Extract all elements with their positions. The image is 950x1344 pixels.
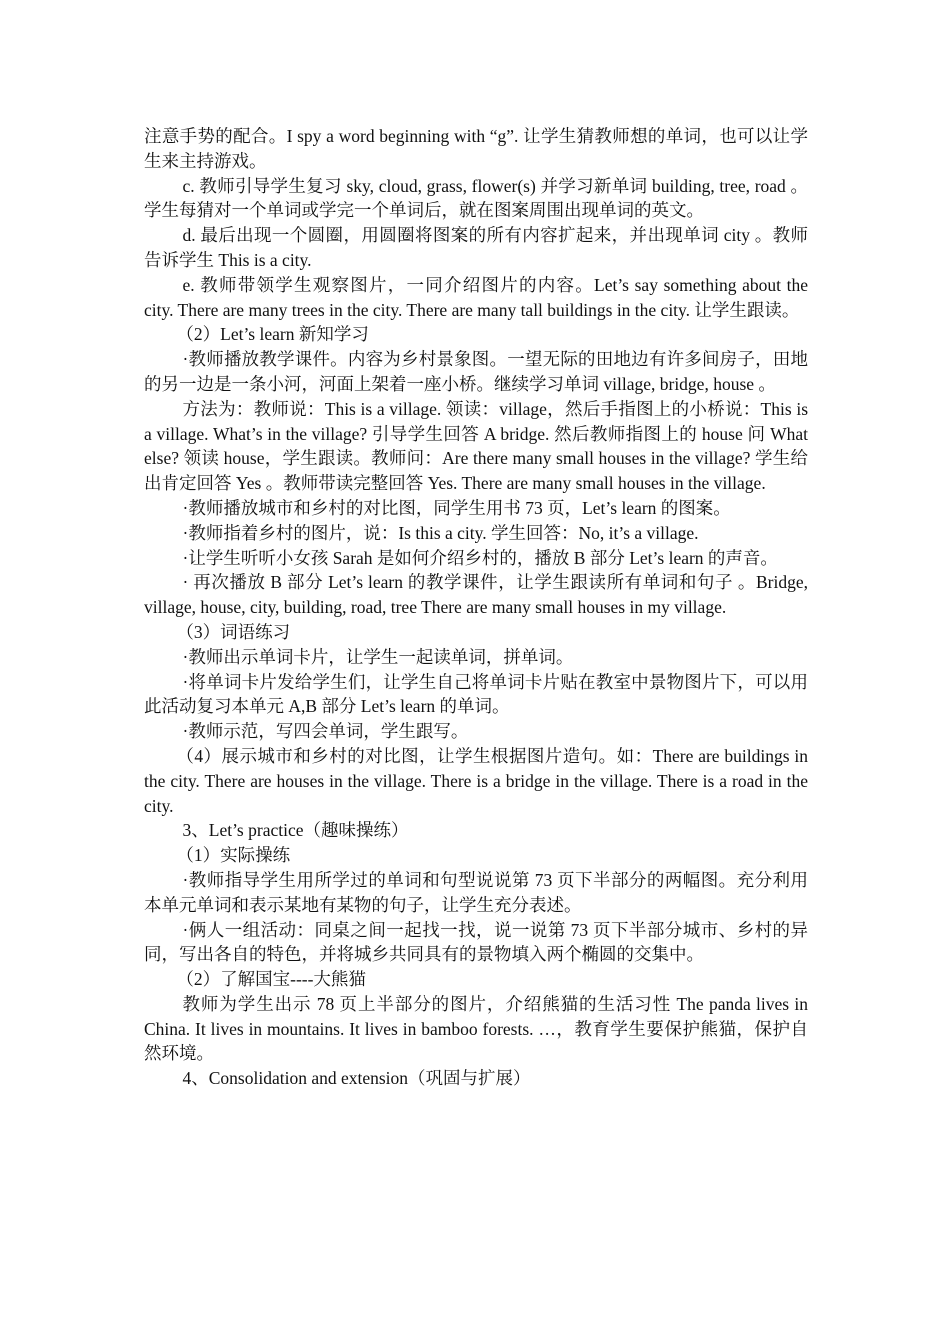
paragraph-7: 方法为：教师说：This is a village. 领读：village，然后手指图上的小桥说：This is a village. What’s in the village? 引导学生回答 A bridge. 然后教师指图上的 house 问 What else? 领读 house，学生跟读。教师问：Are there many small houses in the village? 学生给出肯定回答 Yes 。教师带读完整回答 Yes. There are many small houses in the village. [144, 398, 808, 494]
paragraph-9: ·教师指着乡村的图片，说：Is this a city. 学生回答：No, it’s a village. [182, 522, 699, 543]
paragraph-10: ·让学生听听小女孩 Sarah 是如何介绍乡村的，播放 B 部分 Let’s learn 的声音。 [182, 547, 778, 568]
paragraph-8: ·教师播放城市和乡村的对比图，同学生用书 73 页，Let’s learn 的图案。 [182, 497, 731, 518]
paragraph-6: ·教师播放教学课件。内容为乡村景象图。一望无际的田地边有许多间房子，田地的另一边是一条小河，河面上架着一座小桥。继续学习单词 village, bridge, house 。 [144, 349, 808, 394]
section-heading-panda: （2）了解国宝----大熊猫 [176, 969, 366, 990]
section-heading-lets-learn: （2）Let’s learn 新知学习 [176, 324, 369, 345]
paragraph-4: e. 教师带领学生观察图片，一同介绍图片的内容。Let’s say something about the city. There are many trees in the city. There are many tall buildings in the city. 让学生跟读。 [144, 274, 808, 320]
section-heading-practice: （1）实际操练 [176, 845, 291, 866]
section-heading-lets-practice: 3、Let’s practice（趣味操练） [182, 820, 409, 841]
paragraph-22: 教师为学生出示 78 页上半部分的图片，介绍熊猫的生活习性 The panda lives in China. It lives in mountains. It lives in bamboo forests. …，教育学生要保护熊猫，保护自然环境。 [144, 993, 808, 1064]
paragraph-1: 注意手势的配合。I spy a word beginning with “g”. 让学生猜教师想的单词，也可以让学生来主持游戏。 [144, 126, 808, 171]
document-body [144, 124, 808, 1091]
paragraph-14: ·将单词卡片发给学生们，让学生自己将单词卡片贴在教室中景物图片下，可以用此活动复习本单元 A,B 部分 Let’s learn 的单词。 [144, 671, 808, 717]
paragraph-2: c. 教师引导学生复习 sky, cloud, grass, flower(s) 并学习新单词 building, tree, road 。学生每猜对一个单词或学完一个单词后，就在图案周围出现单词的英文。 [144, 175, 808, 221]
paragraph-19: ·教师指导学生用所学过的单词和句型说说第 73 页下半部分的两幅图。充分利用本单元单词和表示某地有某物的句子，让学生充分表述。 [144, 869, 808, 915]
paragraph-20: ·俩人一组活动：同桌之间一起找一找，说一说第 73 页下半部分城市、乡村的异同，写出各自的特色，并将城乡共同具有的景物填入两个椭圆的交集中。 [144, 919, 808, 965]
paragraph-13: ·教师出示单词卡片，让学生一起读单词，拼单词。 [182, 646, 574, 667]
section-heading-consolidation: 4、Consolidation and extension（巩固与扩展） [182, 1068, 531, 1089]
paragraph-16: （4）展示城市和乡村的对比图，让学生根据图片造句。如：There are buildings in the city. There are houses in the village. There is a bridge in the village. There is a road in the city. [144, 745, 808, 816]
section-heading-word-practice: （3）词语练习 [176, 621, 291, 642]
paragraph-3: d. 最后出现一个圆圈，用圆圈将图案的所有内容扩起来，并出现单词 city 。教师告诉学生 This is a city. [144, 225, 808, 270]
paragraph-15: ·教师示范，写四会单词，学生跟写。 [182, 721, 469, 742]
paragraph-11: · 再次播放 B 部分 Let’s learn 的教学课件，让学生跟读所有单词和句子 。Bridge, village, house, city, building, road, tree There are many small houses in my village. [144, 572, 808, 618]
